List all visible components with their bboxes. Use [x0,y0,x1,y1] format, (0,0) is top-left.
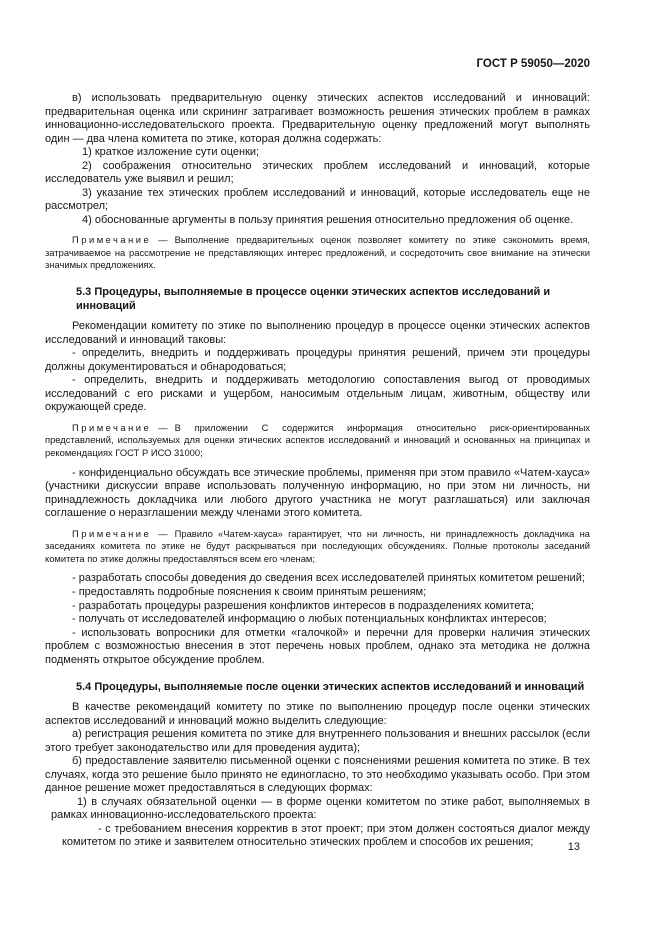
paragraph: - предоставлять подробные пояснения к своим принятым решениям; [72,585,427,598]
paragraph: а) регистрация решения комитета по этике для внутреннего пользования и внешних рассылок (если этого требует законодательство или для проведения аудита); [45,728,590,754]
note-dash: — [158,527,168,539]
section-heading-5-3: 5.3 Процедуры, выполняемые в процессе оценки этических аспектов исследований и инноваций [76,286,551,313]
note [45,422,590,460]
paragraph: - получать от исследователей информацию о любых потенциальных конфликтах интересов; [72,613,547,626]
paragraph: в) использовать предварительную оценку этических аспектов исследований и инноваций: предварительная оценка или скрининг затрагивает возможность решения этических проблем в рамках инновационно-исследовательского проекта. Предварительную оценку предложений могут выполнять один — два члена комитета по этике, которая должна содержать: [45,92,590,145]
note-dash: — [158,421,168,433]
running-header: ГОСТ Р 59050—2020 [476,58,590,70]
note-label: Примечание [72,421,152,433]
note-dash: — [158,234,168,246]
list-item: 1) краткое изложение сути оценки; [82,146,260,159]
list-item: - с требованием внесения корректив в этот проект; при этом должен состояться диалог между комитетом по этике и заявителем относительно этических проблем и способов их решения; [62,822,590,849]
paragraph: - разработать способы доведения до сведения всех исследователей принятых комитетом решений; [72,572,585,585]
paragraph: б) предоставление заявителю письменной оценки с пояснениями решения комитета по этике. В тех случаях, когда это решение было принято не единогласно, то это необходимо указывать особо. При этом данное решение может предоставляться в следующих формах: [45,755,590,795]
list-item: 1) в случаях обязательной оценки — в форме оценки комитетом по этике работ, выполняемых в рамках инновационно-исследовательского проекта: [51,795,590,822]
document-body [45,92,590,850]
paragraph: В качестве рекомендаций комитету по этике по выполнению процедур после оценки этических аспектов исследований и инноваций можно выделить следующие: [45,701,590,727]
paragraph: - определить, внедрить и поддерживать методологию сопоставления выгод от проводимых исследований с его рисками и ущербом, наносимым отдельным лицам, животным, обществу или окружающей среде. [45,374,590,414]
page-number: 13 [567,841,580,853]
note-text: В приложении С содержится информация относительно риск-ориентированных представлений, используемых для оценки этических аспектов исследований и инноваций и основанных на принципах и рекомендациях ГОСТ Р ИСО 31000; [45,421,590,459]
list-item: 2) соображения относительно этических проблем исследований и инноваций, которые исследователь уже выявил и решил; [45,159,590,186]
note-label: Примечание [72,234,152,246]
paragraph: - разработать процедуры разрешения конфликтов интересов в подразделениях комитета; [72,599,535,612]
list-item: 3) указание тех этических проблем исследований и инноваций, которые исследователь еще не рассмотрел; [45,186,590,213]
note-text: Правило «Чатем-хауса» гарантирует, что ни личность, ни принадлежность докладчика на заседаниях комитета по этике не будут раскрываться при последующих обсуждениях. Полные протоколы заседаний комитета по этике должны предоставляться всем его членам; [45,527,590,564]
note [45,528,590,566]
list-item: 4) обоснованные аргументы в пользу принятия решения относительно предложения об оценке. [82,213,574,226]
paragraph: - использовать вопросники для отметки «галочкой» и перечни для проверки наличия этических проблем с возможностью внесения в этот перечень новых проблем, однако эта методика не должна подменять открытое обсуждение проблем. [45,626,590,666]
section-heading-5-4: 5.4 Процедуры, выполняемые после оценки этических аспектов исследований и инноваций [76,681,585,694]
note-text: Выполнение предварительных оценок позволяет комитету по этике сэкономить время, затрачиваемое на рассмотрение не представляющих интерес предложений, и сосредоточить свое внимание на этически значимых предложениях. [45,234,590,271]
note-label: Примечание [72,527,152,539]
paragraph: Рекомендации комитету по этике по выполнению процедур в процессе оценки этических аспектов исследований и инноваций таковы: [45,320,590,346]
paragraph: - определить, внедрить и поддерживать процедуры принятия решений, причем эти процедуры должны документироваться и обнародоваться; [45,347,590,373]
paragraph: - конфиденциально обсуждать все этические проблемы, применяя при этом правило «Чатем-хауса» (участники дискуссии вправе использовать полученную информацию, но при этом ни личность, ни принадлежность докладчика или любого другого участника не могут разглашаться) или заключая соглашение о неразглашении между членами этого комитета. [45,466,590,520]
note [45,234,590,272]
